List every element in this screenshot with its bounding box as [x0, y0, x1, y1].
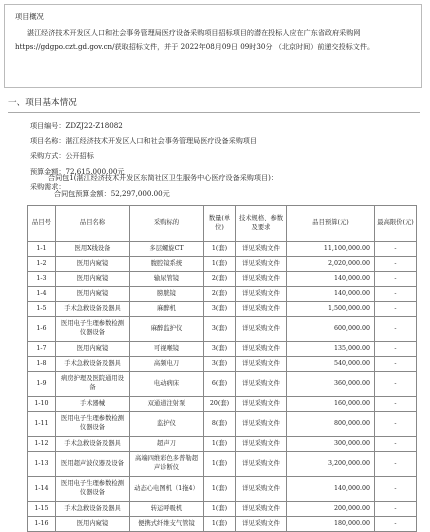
cell-quantity: 2(套) [204, 287, 236, 302]
cell-specs: 详见采购文件 [236, 272, 287, 287]
cell-max-price: - [375, 302, 417, 317]
header-specs: 技术规格、参数及要求 [236, 206, 287, 242]
cell-budget: 3,200,000.00 [287, 452, 375, 477]
cell-max-price: - [375, 257, 417, 272]
cell-item-no: 1-9 [28, 372, 56, 397]
cell-target: 超声刀 [130, 437, 204, 452]
cell-item-no: 1-5 [28, 302, 56, 317]
cell-item-name: 医用超声波仪器及设备 [56, 452, 130, 477]
table-row [28, 412, 417, 437]
project-name: 项目名称：湛江经济技术开发区人口和社会事务管理局医疗设备采购项目 [30, 136, 257, 146]
cell-quantity: 3(套) [204, 317, 236, 342]
table-row [28, 317, 417, 342]
cell-specs: 详见采购文件 [236, 287, 287, 302]
cell-item-name: 医用X线设备 [56, 242, 130, 257]
cell-item-no: 1-12 [28, 437, 56, 452]
cell-target: 动态心电图机（1拖4） [130, 477, 204, 502]
cell-item-no: 1-10 [28, 397, 56, 412]
notice-box [4, 4, 422, 88]
header-item-name: 品目名称 [56, 206, 130, 242]
table-row [28, 357, 417, 372]
cell-quantity: 1(套) [204, 437, 236, 452]
cell-specs: 详见采购文件 [236, 342, 287, 357]
cell-item-name: 手术器械 [56, 397, 130, 412]
cell-specs: 详见采购文件 [236, 437, 287, 452]
cell-item-name: 手术急救设备及器具 [56, 302, 130, 317]
cell-budget: 540,000.00 [287, 357, 375, 372]
cell-item-name: 医用电子生理参数检测仪器设备 [56, 477, 130, 502]
table-header-row [28, 206, 417, 242]
cell-item-name: 医用内窥镜 [56, 517, 130, 532]
cell-specs: 详见采购文件 [236, 477, 287, 502]
table-row [28, 452, 417, 477]
cell-item-name: 医用内窥镜 [56, 287, 130, 302]
cell-target: 可视喉镜 [130, 342, 204, 357]
cell-max-price: - [375, 372, 417, 397]
cell-quantity: 1(套) [204, 257, 236, 272]
table-row [28, 397, 417, 412]
cell-quantity: 1(套) [204, 452, 236, 477]
cell-item-no: 1-3 [28, 272, 56, 287]
cell-item-no: 1-2 [28, 257, 56, 272]
cell-quantity: 6(套) [204, 372, 236, 397]
cell-specs: 详见采购文件 [236, 517, 287, 532]
cell-item-no: 1-15 [28, 502, 56, 517]
cell-max-price: - [375, 287, 417, 302]
project-number: 项目编号：ZDZJ22-Z18082 [30, 121, 123, 130]
cell-max-price: - [375, 342, 417, 357]
cell-target: 双通道注射泵 [130, 397, 204, 412]
table-row [28, 302, 417, 317]
cell-max-price: - [375, 397, 417, 412]
table-row [28, 287, 417, 302]
cell-target: 监护仪 [130, 412, 204, 437]
cell-budget: 140,000.00 [287, 287, 375, 302]
cell-specs: 详见采购文件 [236, 397, 287, 412]
cell-target: 电动病床 [130, 372, 204, 397]
cell-specs: 详见采购文件 [236, 412, 287, 437]
cell-max-price: - [375, 517, 417, 532]
header-quantity: 数量(单位) [204, 206, 236, 242]
cell-target: 便携式纤维支气管镜 [130, 517, 204, 532]
cell-specs: 详见采购文件 [236, 452, 287, 477]
cell-quantity: 3(套) [204, 357, 236, 372]
table-row [28, 477, 417, 502]
header-item-no: 品目号 [28, 206, 56, 242]
cell-budget: 2,020,000.00 [287, 257, 375, 272]
cell-item-no: 1-7 [28, 342, 56, 357]
cell-target: 麻醉机 [130, 302, 204, 317]
budget-amount: 预算金额：72,615,000.00元 [30, 166, 125, 176]
cell-budget: 1,500,000.00 [287, 302, 375, 317]
section-title: 一、项目基本情况 [8, 96, 420, 113]
notice-heading: 项目概况 [15, 12, 44, 21]
cell-item-name: 医用电子生理参数检测仪器设备 [56, 412, 130, 437]
cell-budget: 140,000.00 [287, 477, 375, 502]
cell-target: 膀胱镜 [130, 287, 204, 302]
cell-quantity: 20(套) [204, 397, 236, 412]
procurement-method: 采购方式：公开招标 [30, 151, 94, 161]
cell-budget: 140,000.00 [287, 272, 375, 287]
header-budget: 品目预算(元) [287, 206, 375, 242]
cell-specs: 详见采购文件 [236, 502, 287, 517]
cell-item-no: 1-4 [28, 287, 56, 302]
items-table [27, 205, 417, 532]
cell-item-no: 1-8 [28, 357, 56, 372]
cell-max-price: - [375, 272, 417, 287]
header-target: 采购标的 [130, 206, 204, 242]
cell-item-name: 手术急救设备及器具 [56, 357, 130, 372]
table-row [28, 242, 417, 257]
table-row [28, 517, 417, 532]
package-title: 合同包1(湛江经济技术开发区东简社区卫生服务中心医疗设备采购项目)： [48, 173, 278, 182]
cell-item-name: 医用内窥镜 [56, 257, 130, 272]
cell-item-name: 病房护理及医院通用设备 [56, 372, 130, 397]
cell-max-price: - [375, 502, 417, 517]
cell-budget: 360,000.00 [287, 372, 375, 397]
cell-quantity: 8(套) [204, 412, 236, 437]
cell-quantity: 1(套) [204, 517, 236, 532]
cell-item-name: 医用电子生理参数检测仪器设备 [56, 317, 130, 342]
cell-budget: 180,000.00 [287, 517, 375, 532]
header-max-price: 最高限价(元) [375, 206, 417, 242]
procurement-requirements-label: 采购需求： [30, 181, 66, 191]
cell-max-price: - [375, 437, 417, 452]
cell-item-name: 医用内窥镜 [56, 342, 130, 357]
cell-specs: 详见采购文件 [236, 372, 287, 397]
cell-target: 麻醉监护仪 [130, 317, 204, 342]
cell-quantity: 1(套) [204, 502, 236, 517]
cell-item-no: 1-16 [28, 517, 56, 532]
cell-target: 转运呼吸机 [130, 502, 204, 517]
cell-budget: 135,000.00 [287, 342, 375, 357]
cell-target: 高频电刀 [130, 357, 204, 372]
cell-quantity: 3(套) [204, 342, 236, 357]
cell-target: 腹腔镜系统 [130, 257, 204, 272]
cell-item-name: 手术急救设备及器具 [56, 437, 130, 452]
cell-budget: 600,000.00 [287, 317, 375, 342]
cell-max-price: - [375, 317, 417, 342]
cell-quantity: 2(套) [204, 272, 236, 287]
cell-item-no: 1-11 [28, 412, 56, 437]
cell-max-price: - [375, 477, 417, 502]
cell-max-price: - [375, 412, 417, 437]
table-row [28, 502, 417, 517]
table-row [28, 372, 417, 397]
cell-specs: 详见采购文件 [236, 357, 287, 372]
cell-item-no: 1-14 [28, 477, 56, 502]
package-budget: 合同包预算金额：52,297,000.00元 [54, 189, 170, 198]
cell-item-no: 1-6 [28, 317, 56, 342]
cell-quantity: 1(套) [204, 477, 236, 502]
cell-quantity: 1(套) [204, 242, 236, 257]
table-row [28, 272, 417, 287]
table-row [28, 342, 417, 357]
cell-max-price: - [375, 452, 417, 477]
cell-max-price: - [375, 242, 417, 257]
cell-quantity: 3(套) [204, 302, 236, 317]
cell-specs: 详见采购文件 [236, 302, 287, 317]
cell-item-no: 1-1 [28, 242, 56, 257]
cell-budget: 300,000.00 [287, 437, 375, 452]
cell-budget: 200,000.00 [287, 502, 375, 517]
cell-item-no: 1-13 [28, 452, 56, 477]
cell-max-price: - [375, 357, 417, 372]
table-row [28, 257, 417, 272]
cell-target: 输尿管镜 [130, 272, 204, 287]
cell-specs: 详见采购文件 [236, 317, 287, 342]
cell-specs: 详见采购文件 [236, 257, 287, 272]
cell-target: 多层螺旋CT [130, 242, 204, 257]
cell-target: 高端四维彩色多普勒超声诊断仪 [130, 452, 204, 477]
cell-budget: 160,000.00 [287, 397, 375, 412]
notice-body: 湛江经济技术开发区人口和社会事务管理局医疗设备采购项目招标项目的潜在投标人应在广东省政府采购网https://gdgpo.czt.gd.gov.cn/获取招标文件，并于 2022年08月09日 09时30分 （北京时间）前递交投标文件。 [15, 28, 375, 51]
table-row [28, 437, 417, 452]
cell-item-name: 医用内窥镜 [56, 272, 130, 287]
cell-item-name: 手术急救设备及器具 [56, 502, 130, 517]
cell-budget: 11,100,000.00 [287, 242, 375, 257]
cell-budget: 800,000.00 [287, 412, 375, 437]
cell-specs: 详见采购文件 [236, 242, 287, 257]
